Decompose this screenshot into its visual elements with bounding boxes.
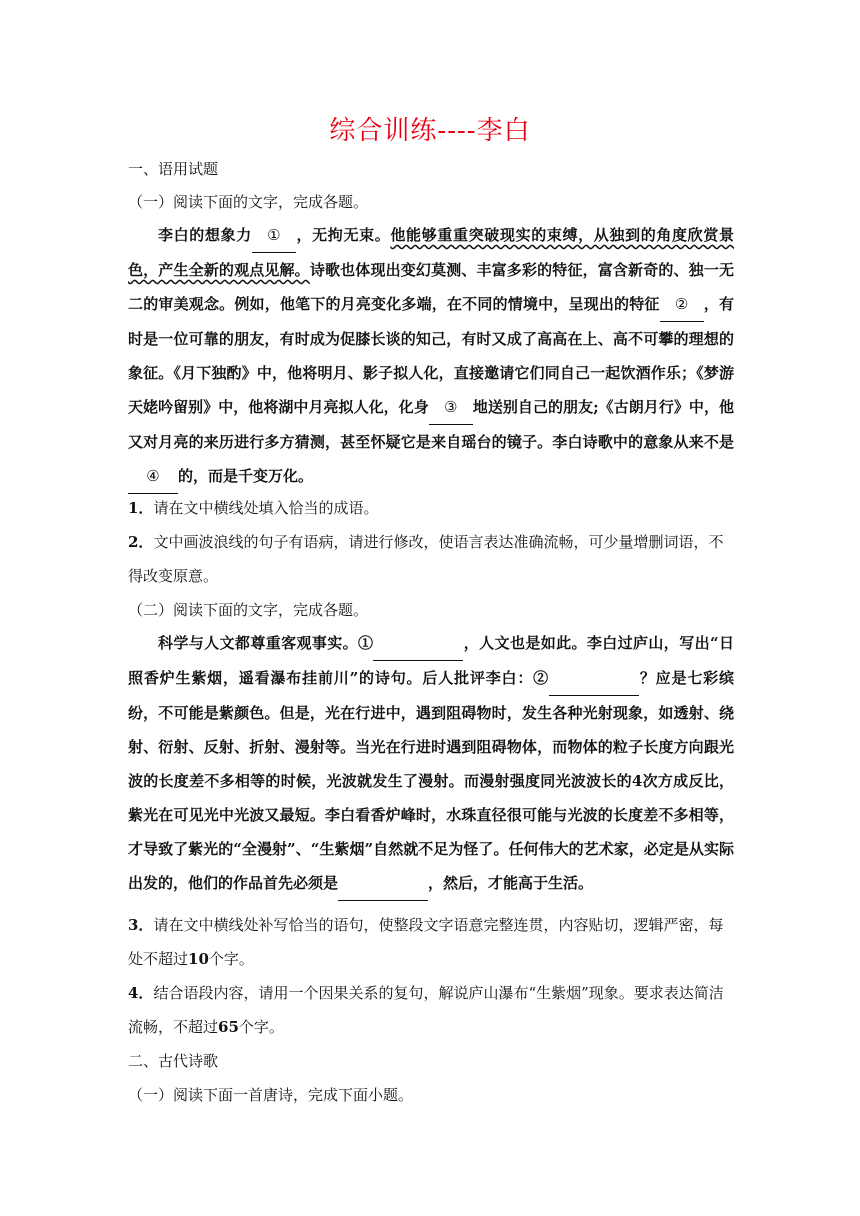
question-3-text-b: 个字。 [208,950,254,968]
passage-1-text-a: 李白的想象力 [158,226,252,244]
section-1-heading: 一、语用试题 [128,160,219,178]
question-4-text-b: 个字。 [238,1018,284,1036]
passage-1 [128,218,734,494]
passage-1-text-e: 地送别自己的朋友;《古朗月行》中，他又对月亮的来历进行多方猜测，甚至怀疑它是来自瑶台的镜子。李白诗歌中的意象从来不是 [128,398,734,451]
section-2-heading: 二、古代诗歌 [128,1052,219,1070]
question-2 [128,525,734,593]
page-title: 综合训练----李白 [329,116,531,146]
question-3-number: 3． [128,916,154,934]
question-3-limit: 10 [188,950,209,968]
passage-2-text-c: ？应是七彩缤纷，不可能是紫颜色。但是，光在行进中，遇到阻碍物时，发生各种光射现象，如透射、绕射、衍射、反射、折射、漫射等。当光在行进时遇到阻碍物体，而物体的粒子长度方向跟光波的长度差不多相等的时候，光波就发生了漫射。而漫射强度同光波波长的4次方成反比，紫光在可见光中光波又最短。李白看香炉峰时，水珠直径很可能与光波的长度差不多相等，才导致了紫光的“全漫射”、“生紫烟”自然就不足为怪了。任何伟大的艺术家，必定是从实际出发的，他们的作品首先必须是 [128,669,734,892]
question-2-text: 文中画波浪线的句子有语病，请进行修改，使语言表达准确流畅，可少量增删词语，不得改变原意。 [128,533,724,585]
question-1 [128,491,734,525]
passage-2-text-d: ，然后，才能高于生活。 [428,874,594,892]
question-4 [128,976,734,1044]
blank-6 [549,661,639,696]
question-1-number: 1． [128,499,154,517]
passage-1-text-b: ，无拘无束。 [295,226,391,244]
blank-5 [373,626,463,661]
blank-1: ① [252,218,296,253]
blank-4: ④ [128,459,178,494]
part-2-label: （二）阅读下面的文字，完成各题。 [128,601,369,619]
passage-1-text-c: 诗歌也体现出变幻莫测、丰富多彩的特征，富含新奇的、独一无二的审美观念。例如，他笔下的月亮变化多端，在不同的情境中，呈现出的特征 [128,261,734,313]
blank-2: ② [660,287,704,322]
question-3 [128,908,734,976]
question-4-number: 4． [128,984,154,1002]
passage-2-text-b: ，人文也是如此。李白过庐山，写出“日照香炉生紫烟，遥看瀑布挂前川”的诗句。后人批评李白：② [128,634,734,687]
section-2-part-1-label: （一）阅读下面一首唐诗，完成下面小题。 [128,1086,414,1104]
blank-7 [338,866,428,901]
question-4-limit: 65 [218,1018,239,1036]
question-4-text-a: 结合语段内容，请用一个因果关系的复句，解说庐山瀑布“生紫烟”现象。要求表达简洁流畅，不超过 [128,984,724,1036]
question-3-text-a: 请在文中横线处补写恰当的语句，使整段文字语意完整连贯，内容贴切，逻辑严密，每处不超过 [128,916,724,968]
question-1-text: 请在文中横线处填入恰当的成语。 [153,499,379,517]
question-2-number: 2． [128,533,154,551]
part-1-label: （一）阅读下面的文字，完成各题。 [128,193,369,211]
passage-1-text-f: 的，而是千变万化。 [178,467,314,485]
passage-2 [128,626,734,901]
blank-3: ③ [429,390,473,425]
wavy-sentence: 他能够重重突破现实的束缚，从独到的角度欣赏景色，产生全新的观点见解。 [128,226,734,279]
passage-2-text-a: 科学与人文都尊重客观事实。① [158,634,374,652]
passage-1-text-d: ，有时是一位可靠的朋友，有时成为促膝长谈的知己，有时又成了高高在上、高不可攀的理想的象征。《月下独酌》中，他将明月、影子拟人化，直接邀请它们同自己一起饮酒作乐；《梦游天姥吟留别》中，他将湖中月亮拟人化，化身 [128,295,734,416]
